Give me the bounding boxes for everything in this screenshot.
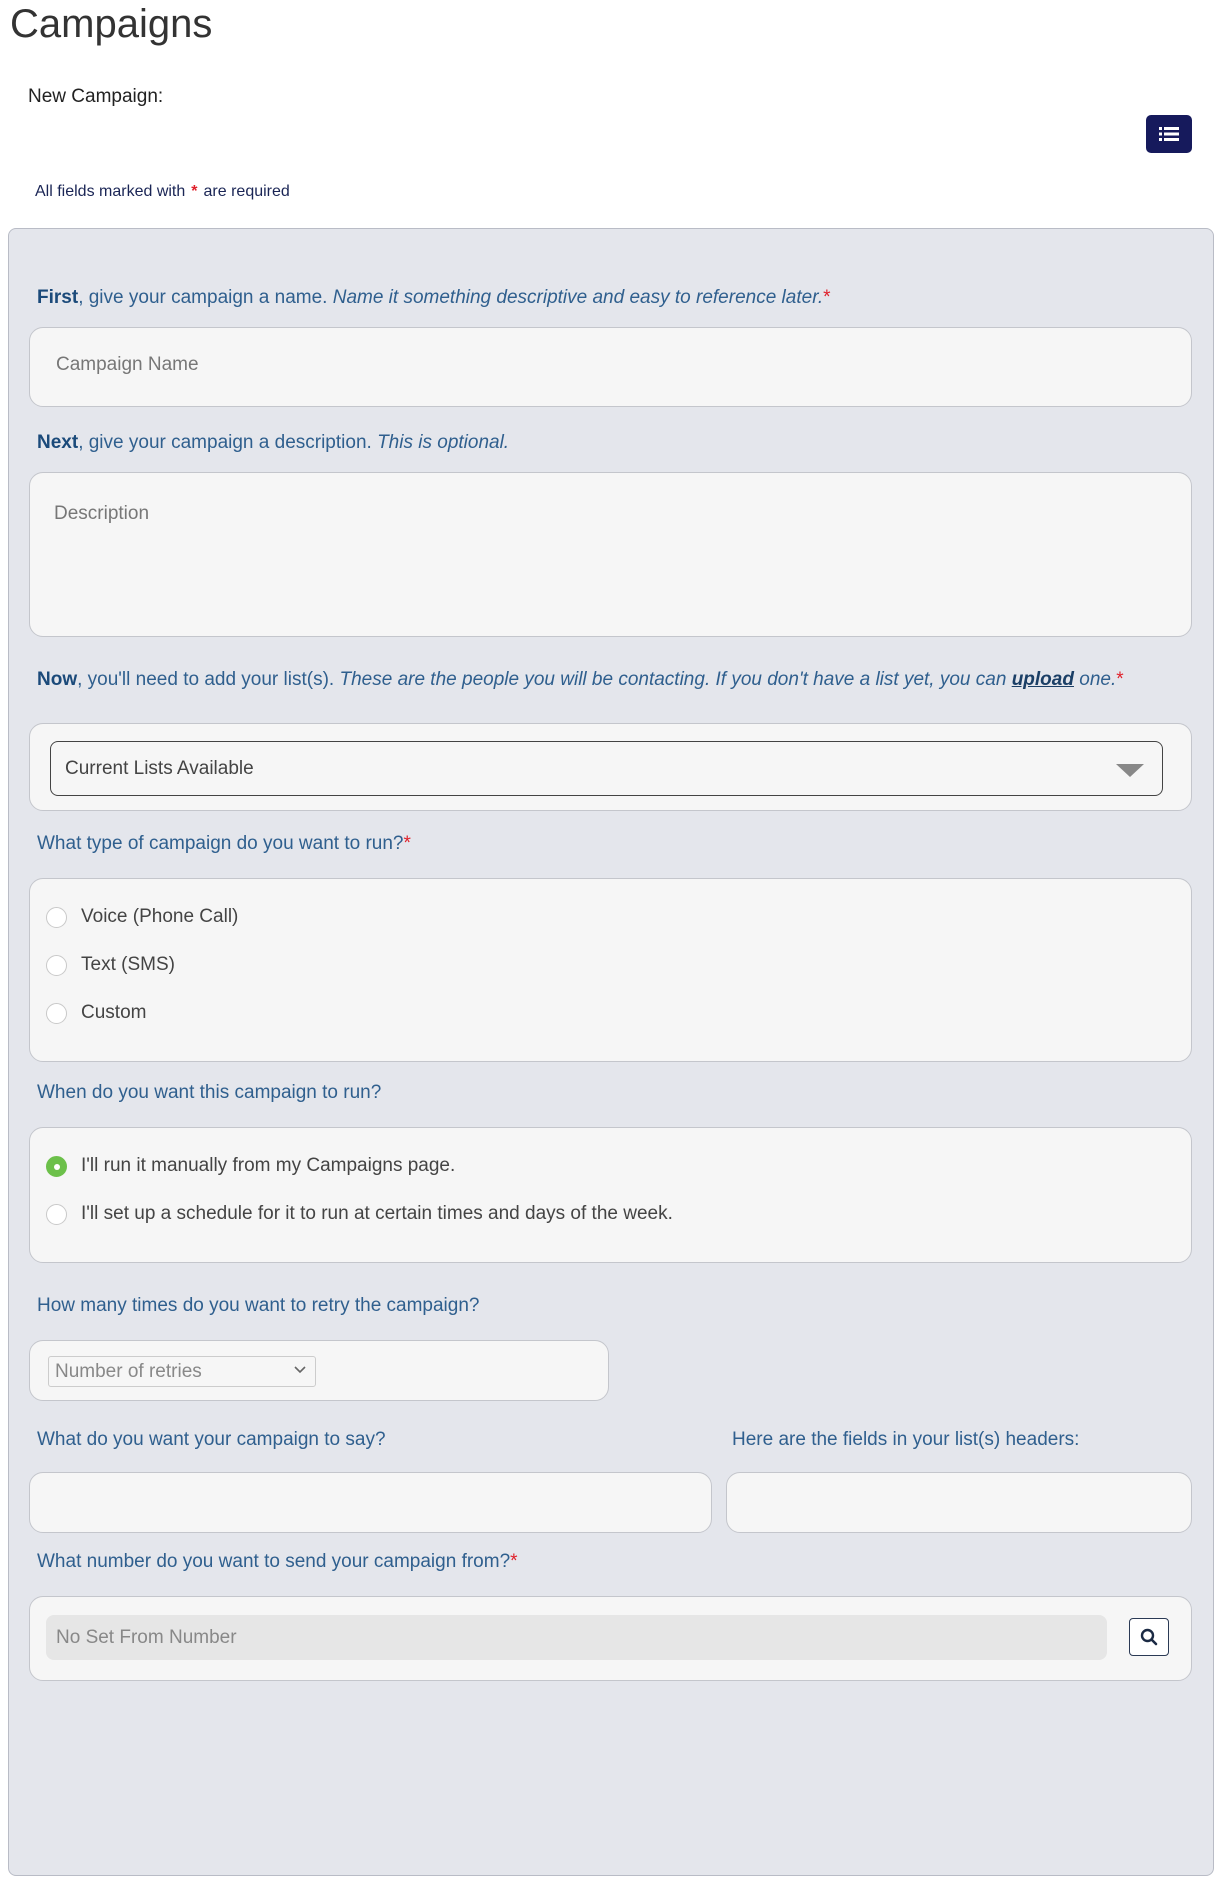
- description-placeholder: Description: [54, 503, 150, 524]
- lists-label: [37, 669, 1124, 691]
- label-italic: This is optional.: [377, 432, 510, 453]
- description-label: [37, 432, 509, 454]
- from-number-value: No Set From Number: [56, 1627, 237, 1648]
- campaign-form-panel: [8, 228, 1214, 1876]
- description-textarea[interactable]: [29, 472, 1192, 637]
- retries-placeholder: Number of retries: [55, 1361, 202, 1382]
- campaign-type-group: [29, 878, 1192, 1062]
- schedule-option-label: I'll set up a schedule for it to run at certain times and days of the week.: [81, 1203, 673, 1224]
- from-number-label: [37, 1551, 518, 1573]
- lists-select-value: Current Lists Available: [65, 758, 254, 779]
- campaign-name-input[interactable]: [29, 327, 1192, 407]
- label-text: What number do you want to send your campaign from?: [37, 1551, 511, 1572]
- label-text: What type of campaign do you want to run?: [37, 833, 404, 854]
- retries-label: [37, 1295, 479, 1317]
- chevron-down-icon: [293, 1363, 307, 1377]
- radio-button[interactable]: [46, 955, 67, 976]
- type-option-custom[interactable]: [46, 1002, 146, 1024]
- schedule-option-label: I'll run it manually from my Campaigns page.: [81, 1155, 456, 1176]
- type-option-label: Custom: [81, 1002, 147, 1023]
- schedule-group: [29, 1127, 1192, 1263]
- schedule-option-manual[interactable]: [46, 1155, 455, 1177]
- from-number-input[interactable]: [46, 1615, 1107, 1660]
- headers-label: [732, 1429, 1079, 1451]
- schedule-label: [37, 1082, 381, 1104]
- type-option-label: Voice (Phone Call): [81, 906, 239, 927]
- label-text: , you'll need to add your list(s).: [77, 669, 340, 690]
- required-star: *: [823, 287, 831, 308]
- type-option-label: Text (SMS): [81, 954, 175, 975]
- lists-container: [29, 723, 1192, 811]
- label-text: Here are the fields in your list(s) headers:: [732, 1429, 1080, 1450]
- radio-button[interactable]: [46, 1204, 67, 1225]
- radio-button-checked[interactable]: [46, 1156, 67, 1177]
- from-number-container: [29, 1596, 1192, 1681]
- new-campaign-heading: New Campaign:: [28, 86, 164, 107]
- required-star: *: [1116, 669, 1124, 690]
- schedule-option-scheduled[interactable]: [46, 1203, 673, 1225]
- caret-down-icon: [1116, 764, 1144, 777]
- label-text: How many times do you want to retry the campaign?: [37, 1295, 480, 1316]
- label-text: What do you want your campaign to say?: [37, 1429, 386, 1450]
- from-number-search-button[interactable]: [1129, 1618, 1169, 1656]
- search-icon: [1140, 1628, 1158, 1646]
- label-bold: First: [37, 287, 79, 308]
- type-option-text[interactable]: [46, 954, 175, 976]
- upload-link[interactable]: upload: [1011, 669, 1074, 690]
- message-label: [37, 1429, 386, 1451]
- message-input[interactable]: [29, 1472, 712, 1533]
- label-bold: Next: [37, 432, 79, 453]
- label-text: , give your campaign a name.: [78, 287, 333, 308]
- campaign-type-label: [37, 833, 411, 855]
- required-star: *: [510, 1551, 518, 1572]
- page-title: Campaigns: [10, 2, 213, 46]
- radio-button[interactable]: [46, 907, 67, 928]
- label-text: When do you want this campaign to run?: [37, 1082, 382, 1103]
- retries-container: [29, 1340, 609, 1401]
- required-note-prefix: All fields marked with: [35, 183, 186, 200]
- headers-field: [726, 1472, 1192, 1533]
- required-star: *: [403, 833, 411, 854]
- list-icon: [1159, 126, 1179, 142]
- required-star: *: [191, 183, 198, 200]
- label-bold: Now: [37, 669, 78, 690]
- campaign-name-label: [37, 287, 831, 309]
- list-view-button[interactable]: [1146, 115, 1192, 153]
- required-note-suffix: are required: [203, 183, 290, 200]
- lists-select[interactable]: [50, 741, 1163, 796]
- radio-button[interactable]: [46, 1003, 67, 1024]
- label-italic-end: one.: [1073, 669, 1117, 690]
- type-option-voice[interactable]: [46, 906, 238, 928]
- label-italic: Name it something descriptive and easy to reference later.: [332, 287, 824, 308]
- campaign-name-placeholder: Campaign Name: [56, 354, 199, 375]
- label-italic: These are the people you will be contacting. If you don't have a list yet, you can: [339, 669, 1012, 690]
- required-fields-note: [35, 183, 290, 201]
- retries-select[interactable]: [48, 1356, 316, 1387]
- label-text: , give your campaign a description.: [78, 432, 378, 453]
